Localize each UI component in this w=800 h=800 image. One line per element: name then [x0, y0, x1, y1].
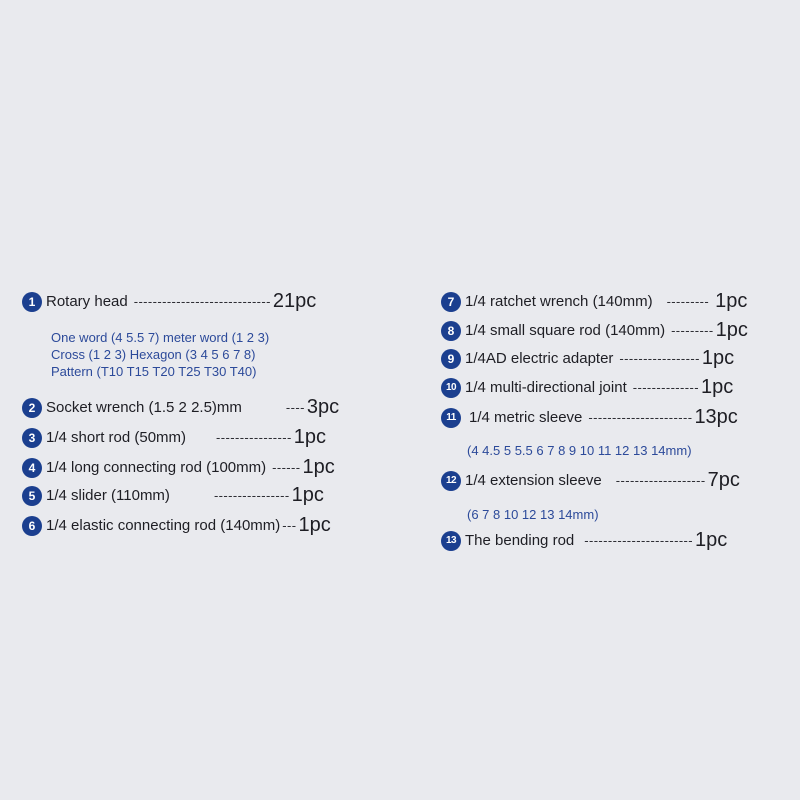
list-item-slider	[22, 484, 324, 507]
item-label: 1/4 short rod (50mm)	[46, 429, 187, 446]
list-item-multi-directional-joint	[441, 376, 733, 399]
item-quantity: 1pc	[302, 456, 335, 478]
item-quantity: 1pc	[298, 514, 331, 536]
number-badge: 11	[441, 408, 461, 428]
number-badge: 6	[22, 516, 42, 536]
rotary-detail-line: Cross (1 2 3) Hexagon (3 4 5 6 7 8)	[51, 347, 256, 362]
list-item-rotary-head	[22, 290, 316, 313]
leader-dashes: ------	[272, 460, 301, 475]
item-quantity: 1pc	[700, 376, 734, 398]
leader-dashes: -----------------------------	[133, 294, 271, 309]
item-quantity: 1pc	[293, 426, 326, 448]
leader-dashes: ----------------	[216, 430, 292, 445]
number-badge: 4	[22, 458, 42, 478]
number-badge: 3	[22, 428, 42, 448]
list-item-long-connecting-rod	[22, 456, 335, 479]
number-badge: 12	[441, 471, 461, 491]
list-item-electric-adapter	[441, 347, 734, 370]
item-label: Socket wrench (1.5 2 2.5)mm	[46, 399, 242, 416]
list-item-short-rod	[22, 426, 326, 449]
rotary-detail-line: Pattern (T10 T15 T20 T25 T30 T40)	[51, 364, 257, 379]
item-quantity: 1pc	[291, 484, 324, 506]
leader-dashes: ---	[282, 518, 297, 533]
list-item-metric-sleeve	[441, 406, 738, 429]
number-badge: 7	[441, 292, 461, 312]
item-quantity: 7pc	[707, 469, 740, 491]
number-badge: 13	[441, 531, 461, 551]
leader-dashes: ---------	[666, 294, 710, 309]
extension-sleeve-sizes: (6 7 8 10 12 13 14mm)	[467, 507, 599, 522]
leader-dashes: -----------------	[619, 351, 700, 366]
leader-dashes: ----	[285, 400, 305, 415]
list-item-bending-rod	[441, 529, 727, 552]
number-badge: 2	[22, 398, 42, 418]
list-item-elastic-connecting-rod	[22, 514, 331, 537]
list-item-extension-sleeve	[441, 469, 740, 492]
item-label: 1/4AD electric adapter	[465, 350, 614, 367]
item-quantity: 1pc	[715, 319, 748, 341]
item-label: 1/4 small square rod (140mm)	[465, 322, 666, 339]
item-quantity: 1pc	[695, 529, 728, 551]
item-label: 1/4 long connecting rod (100mm)	[46, 459, 267, 476]
metric-sleeve-sizes: (4 4.5 5 5.5 6 7 8 9 10 11 12 13 14mm)	[467, 443, 692, 458]
leader-dashes: ----------------------	[588, 410, 693, 425]
item-label: 1/4 multi-directional joint	[465, 379, 627, 396]
item-quantity: 3pc	[306, 396, 340, 418]
item-label: 1/4 elastic connecting rod (140mm)	[46, 517, 281, 534]
number-badge: 5	[22, 486, 42, 506]
item-label: 1/4 metric sleeve	[469, 409, 583, 426]
item-label: 1/4 slider (110mm)	[46, 487, 170, 504]
leader-dashes: -------------------	[615, 473, 706, 488]
item-label: 1/4 extension sleeve	[465, 472, 602, 489]
number-badge: 10	[441, 378, 461, 398]
rotary-detail-line: One word (4 5.5 7) meter word (1 2 3)	[51, 330, 270, 345]
list-item-ratchet-wrench	[441, 290, 747, 313]
item-label: Rotary head	[46, 293, 128, 310]
list-item-socket-wrench	[22, 396, 339, 419]
leader-dashes: --------------	[632, 380, 699, 395]
leader-dashes: ---------	[671, 323, 714, 338]
item-quantity: 13pc	[694, 406, 738, 428]
leader-dashes: -----------------------	[584, 533, 694, 548]
number-badge: 8	[441, 321, 461, 341]
number-badge: 1	[22, 292, 42, 312]
leader-dashes: ----------------	[213, 488, 290, 503]
item-quantity: 1pc	[701, 347, 735, 369]
item-quantity: 1pc	[715, 290, 748, 312]
number-badge: 9	[441, 349, 461, 369]
list-item-small-square-rod	[441, 319, 748, 342]
item-quantity: 21pc	[272, 290, 317, 312]
item-label: The bending rod	[465, 532, 575, 549]
item-label: 1/4 ratchet wrench (140mm)	[465, 293, 653, 310]
